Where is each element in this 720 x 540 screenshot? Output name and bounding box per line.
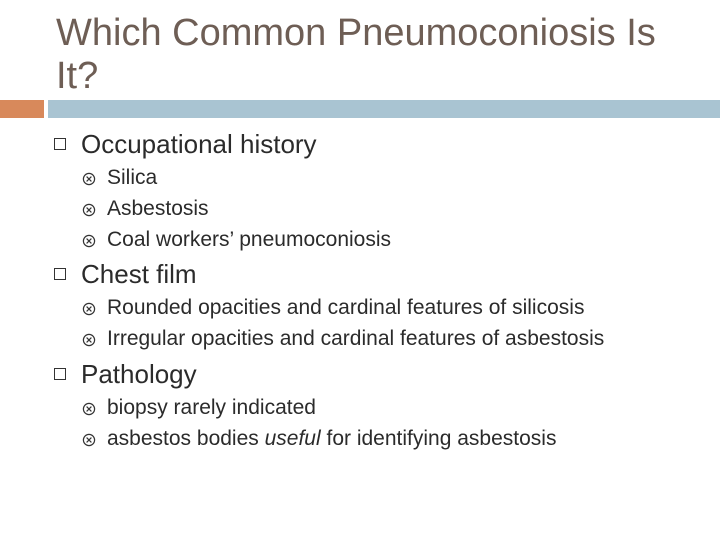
title-underline-accent <box>0 100 44 118</box>
circled-x-bullet-icon <box>82 172 96 186</box>
circled-x-bullet-icon <box>82 203 96 217</box>
circled-x-bullet-icon <box>82 302 96 316</box>
circled-x-bullet-icon <box>82 234 96 248</box>
circled-x-bullet-icon <box>82 402 96 416</box>
title-underline-bar <box>48 100 720 118</box>
circled-x-bullet-icon <box>82 333 96 347</box>
square-bullet-icon <box>54 268 66 280</box>
square-bullet-icon <box>54 138 66 150</box>
square-bullet-icon <box>54 368 66 380</box>
circled-x-bullet-icon <box>82 433 96 447</box>
slide-title: Which Common Pneumoconiosis Is It? <box>56 12 656 97</box>
